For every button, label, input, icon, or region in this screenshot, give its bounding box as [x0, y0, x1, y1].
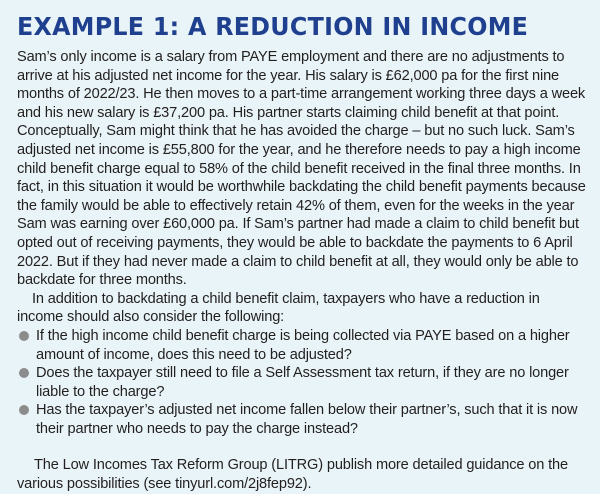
- bullet-icon: [19, 368, 29, 378]
- list-item-text: Has the taxpayer’s adjusted net income fallen below their partner’s, such that it is now their partner who needs to pay the charge instead?: [36, 402, 578, 437]
- bullet-icon: [19, 331, 29, 341]
- body-paragraph-2: In addition to backdating a child benefit claim, taxpayers who have a reduction in income should also consider the following:: [17, 290, 540, 326]
- list-item-text: If the high income child benefit charge is being collected via PAYE based on a higher amount of income, does this need to be adjusted?: [36, 327, 570, 363]
- footer-note: The Low Incomes Tax Reform Group (LITRG) publish more detailed guidance on the various possibilities (see tinyurl.com/2j8fep92).: [17, 457, 568, 493]
- body-paragraph-1: Sam’s only income is a salary from PAYE employment and there are no adjustments to arrive at his adjusted net income for the year. His salary is £62,000 pa for the first nine months of 2022/23. He then moves to a part-time arrangement working three days a week and his new salary is £37,200 pa. His partner starts claiming child benefit at that point. Conceptually, Sam might think that he has avoided the charge – but no such luck. Sam’s adjusted net income is £55,800 for the year, and he therefore needs to pay a high income child benefit charge equal to 58% of the child benefit received in the final three months. In fact, in this situation it would be worthwhile backdating the child benefit payments because the family would be able to effectively retain 42% of them, even for the weeks in the year Sam was earning over £60,000 pa. If Sam’s partner had made a claim to child benefit but opted out of receiving payments, they would be able to backdate the payments to 6 April 2022. But if they had never made a claim to child benefit at all, they would only be able to backdate for three months.: [17, 49, 586, 289]
- list-item: [17, 327, 586, 364]
- example-title: EXAMPLE 1: A REDUCTION IN INCOME: [17, 12, 529, 41]
- list-item-text: Does the taxpayer still need to file a Self Assessment tax return, if they are no longer liable to the charge?: [36, 365, 569, 400]
- list-item: [17, 364, 586, 401]
- bullet-icon: [19, 405, 29, 415]
- example-body: [17, 48, 586, 494]
- list-item: [17, 401, 586, 438]
- considerations-list: [17, 327, 586, 439]
